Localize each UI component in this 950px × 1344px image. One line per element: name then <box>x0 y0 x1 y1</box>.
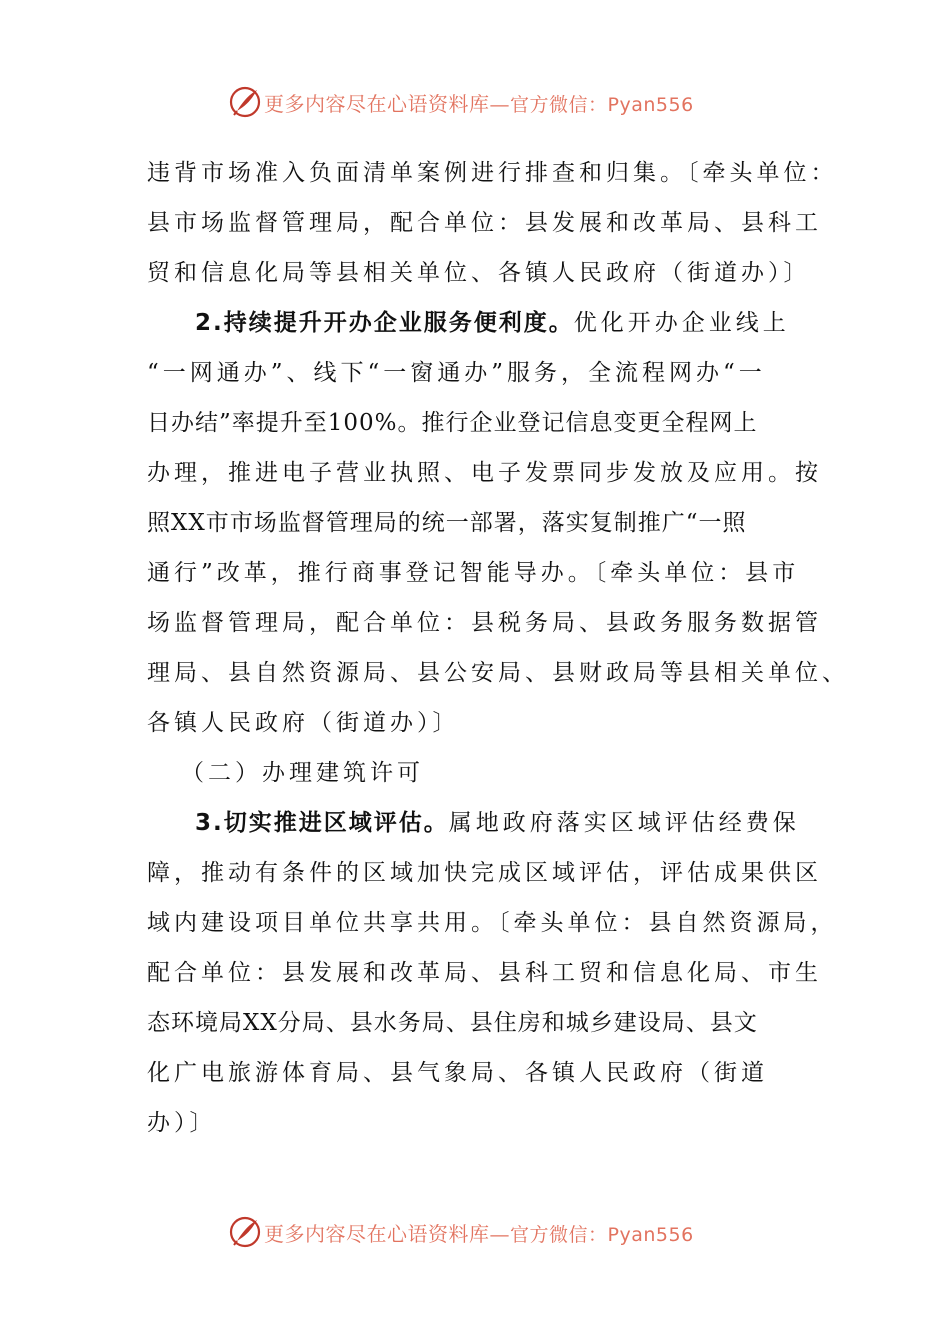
text-line: 办）〕 <box>147 1110 217 1136</box>
header-watermark <box>0 82 950 122</box>
watermark-brand: 更多内容尽在心语资料库 <box>264 1221 490 1246</box>
text-line: 办理，推进电子营业执照、电子发票同步发放及应用。按 <box>147 460 822 486</box>
quill-pen-logo-icon <box>228 1215 262 1249</box>
text-line: 配合单位：县发展和改革局、县科工贸和信息化局、市生 <box>147 960 822 986</box>
paragraph-heading-line <box>147 298 807 348</box>
text-line: 障，推动有条件的区域加快完成区域评估，评估成果供区 <box>147 860 822 886</box>
watermark-text <box>264 88 694 117</box>
watermark-dash: — <box>489 91 510 116</box>
text-line: 场监督管理局，配合单位：县税务局、县政务服务数据管 <box>147 610 822 636</box>
text-line: 县市场监督管理局，配合单位：县发展和改革局、县科工 <box>147 210 822 236</box>
watermark-dash: — <box>489 1221 510 1246</box>
quill-pen-logo-icon <box>228 85 262 119</box>
text-line-rest: 优化开办企业线上 <box>573 310 790 336</box>
watermark-text <box>264 1218 694 1247</box>
text-line: 通行”改革，推行商事登记智能导办。〔牵头单位：县市 <box>147 560 800 586</box>
watermark-official: 官方微信：Pyan556 <box>510 93 694 116</box>
text-line: 理局、县自然资源局、县公安局、县财政局等县相关单位、 <box>147 660 849 686</box>
text-line: 日办结”率提升至100%。推行企业登记信息变更全程网上 <box>147 410 758 436</box>
watermark-brand: 更多内容尽在心语资料库 <box>264 91 490 116</box>
text-line: 贸和信息化局等县相关单位、各镇人民政府（街道办）〕 <box>147 260 811 286</box>
text-line-rest: 属地政府落实区域评估经费保 <box>448 810 800 836</box>
text-line: “一网通办”、线下“一窗通办”服务，全流程网办“一 <box>147 360 766 386</box>
watermark-row <box>228 1212 694 1252</box>
text-line: 域内建设项目单位共享共用。〔牵头单位：县自然资源局， <box>147 910 838 936</box>
watermark-official: 官方微信：Pyan556 <box>510 1223 694 1246</box>
paragraph-heading-line <box>147 798 807 848</box>
footer-watermark <box>0 1212 950 1252</box>
paragraph-heading: 3.切实推进区域评估。 <box>195 810 449 836</box>
watermark-row <box>228 82 694 122</box>
text-line: 违背市场准入负面清单案例进行排查和归集。〔牵头单位： <box>147 160 838 186</box>
document-body <box>147 148 849 1148</box>
section-heading: （二）办理建筑许可 <box>181 760 424 786</box>
text-line: 各镇人民政府（街道办）〕 <box>147 710 460 736</box>
text-line: 态环境局XX分局、县水务局、县住房和城乡建设局、县文 <box>147 1010 758 1036</box>
text-line: 化广电旅游体育局、县气象局、各镇人民政府（街道 <box>147 1060 768 1086</box>
paragraph-heading: 2.持续提升开办企业服务便利度。 <box>195 310 574 336</box>
text-line: 照XX市市场监督管理局的统一部署，落实复制推广“一照 <box>147 510 747 536</box>
